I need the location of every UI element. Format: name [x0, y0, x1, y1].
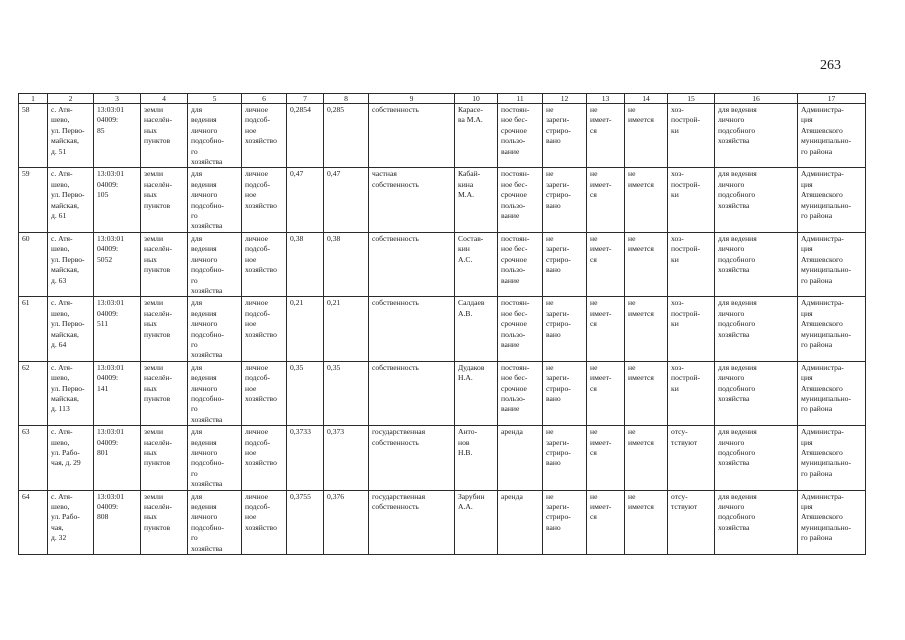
- encumbrance-cell: не имеет- ся: [587, 426, 625, 490]
- use-type-cell: личное подсоб- ное хозяйство: [242, 361, 287, 425]
- row-number: 58: [19, 104, 48, 168]
- buildings-cell: отсу- тствуют: [668, 426, 715, 490]
- use-type-cell: личное подсоб- ное хозяйство: [242, 297, 287, 361]
- col-header: 14: [625, 94, 668, 104]
- table-row: [19, 426, 866, 490]
- area-cell: 0,21: [287, 297, 324, 361]
- ownership-cell: собственность: [369, 361, 455, 425]
- land-category-cell: земли населён- ных пунктов: [141, 361, 188, 425]
- area-cell: 0,35: [287, 361, 324, 425]
- buildings-cell: хоз- построй- ки: [668, 232, 715, 296]
- col-header: 9: [369, 94, 455, 104]
- purpose-cell: для ведения личного подсобного хозяйства: [715, 104, 798, 168]
- restriction-cell: не имеется: [625, 297, 668, 361]
- row-number: 61: [19, 297, 48, 361]
- address-cell: с. Атя- шево, ул. Перво- майская, д. 61: [48, 168, 94, 232]
- encumbrance-cell: не имеет- ся: [587, 168, 625, 232]
- area-rounded-cell: 0,21: [324, 297, 369, 361]
- use-type-cell: личное подсоб- ное хозяйство: [242, 168, 287, 232]
- purpose-cell: для ведения личного подсобного хозяйства: [715, 297, 798, 361]
- encumbrance-cell: не имеет- ся: [587, 104, 625, 168]
- col-header: 5: [188, 94, 242, 104]
- ownership-cell: собственность: [369, 104, 455, 168]
- col-header: 11: [498, 94, 543, 104]
- holder-cell: Дудаков Н.А.: [455, 361, 498, 425]
- cadastral-number-cell: 13:03:01 04009: 801: [94, 426, 141, 490]
- encumbrance-cell: не имеет- ся: [587, 297, 625, 361]
- cadastral-number-cell: 13:03:01 04009: 105: [94, 168, 141, 232]
- area-cell: 0,3733: [287, 426, 324, 490]
- restriction-cell: не имеется: [625, 361, 668, 425]
- address-cell: с. Атя- шево, ул. Перво- майская, д. 113: [48, 361, 94, 425]
- area-cell: 0,38: [287, 232, 324, 296]
- area-cell: 0,2854: [287, 104, 324, 168]
- area-rounded-cell: 0,38: [324, 232, 369, 296]
- row-number: 64: [19, 490, 48, 554]
- cadastral-number-cell: 13:03:01 04009: 808: [94, 490, 141, 554]
- land-category-cell: земли населён- ных пунктов: [141, 490, 188, 554]
- right-type-cell: постоян- ное бес- срочное пользо- вание: [498, 168, 543, 232]
- purpose-cell: для ведения личного подсобного хозяйства: [715, 426, 798, 490]
- use-type-cell: личное подсоб- ное хозяйство: [242, 490, 287, 554]
- right-type-cell: постоян- ное бес- срочное пользо- вание: [498, 104, 543, 168]
- land-category-cell: земли населён- ных пунктов: [141, 168, 188, 232]
- header-row: [19, 94, 866, 104]
- col-header: 2: [48, 94, 94, 104]
- table-row: [19, 490, 866, 554]
- buildings-cell: отсу- тствуют: [668, 490, 715, 554]
- address-cell: с. Атя- шево, ул. Перво- майская, д. 64: [48, 297, 94, 361]
- ownership-cell: собственность: [369, 232, 455, 296]
- col-header: 1: [19, 94, 48, 104]
- area-rounded-cell: 0,373: [324, 426, 369, 490]
- ownership-cell: государственная собственность: [369, 490, 455, 554]
- holder-cell: Состав- кин А.С.: [455, 232, 498, 296]
- restriction-cell: не имеется: [625, 426, 668, 490]
- col-header: 8: [324, 94, 369, 104]
- table-row: [19, 361, 866, 425]
- land-category-cell: земли населён- ных пунктов: [141, 232, 188, 296]
- col-header: 10: [455, 94, 498, 104]
- cadastral-number-cell: 13:03:01 04009: 5052: [94, 232, 141, 296]
- land-registry-table: [18, 93, 866, 555]
- cadastral-number-cell: 13:03:01 04009: 511: [94, 297, 141, 361]
- registration-cell: не зареги- стриро- вано: [543, 426, 587, 490]
- registration-cell: не зареги- стриро- вано: [543, 297, 587, 361]
- address-cell: с. Атя- шево, ул. Перво- майская, д. 51: [48, 104, 94, 168]
- purpose-cell: для ведения личного подсобного хозяйства: [715, 361, 798, 425]
- address-cell: с. Атя- шево, ул. Рабо- чая, д. 29: [48, 426, 94, 490]
- holder-cell: Кабай- кина М.А.: [455, 168, 498, 232]
- administrator-cell: Администра- ция Атяшевского муниципально- го района: [798, 168, 866, 232]
- col-header: 7: [287, 94, 324, 104]
- administrator-cell: Администра- ция Атяшевского муниципально- го района: [798, 426, 866, 490]
- holder-cell: Зарубин А.А.: [455, 490, 498, 554]
- registration-cell: не зареги- стриро- вано: [543, 168, 587, 232]
- administrator-cell: Администра- ция Атяшевского муниципально- го района: [798, 490, 866, 554]
- restriction-cell: не имеется: [625, 104, 668, 168]
- col-header: 15: [668, 94, 715, 104]
- page-number: 263: [820, 58, 841, 73]
- area-cell: 0,47: [287, 168, 324, 232]
- land-category-cell: земли населён- ных пунктов: [141, 426, 188, 490]
- ownership-cell: частная собственность: [369, 168, 455, 232]
- use-type-cell: личное подсоб- ное хозяйство: [242, 232, 287, 296]
- encumbrance-cell: не имеет- ся: [587, 361, 625, 425]
- right-type-cell: постоян- ное бес- срочное пользо- вание: [498, 232, 543, 296]
- use-type-cell: личное подсоб- ное хозяйство: [242, 104, 287, 168]
- col-header: 6: [242, 94, 287, 104]
- permitted-use-cell: для ведения личного подсобно- го хозяйства: [188, 168, 242, 232]
- registration-cell: не зареги- стриро- вано: [543, 361, 587, 425]
- address-cell: с. Атя- шево, ул. Рабо- чая, д. 32: [48, 490, 94, 554]
- ownership-cell: государственная собственность: [369, 426, 455, 490]
- row-number: 59: [19, 168, 48, 232]
- land-category-cell: земли населён- ных пунктов: [141, 104, 188, 168]
- area-rounded-cell: 0,285: [324, 104, 369, 168]
- encumbrance-cell: не имеет- ся: [587, 232, 625, 296]
- col-header: 17: [798, 94, 866, 104]
- right-type-cell: постоян- ное бес- срочное пользо- вание: [498, 297, 543, 361]
- address-cell: с. Атя- шево, ул. Перво- майская, д. 63: [48, 232, 94, 296]
- row-number: 63: [19, 426, 48, 490]
- row-number: 60: [19, 232, 48, 296]
- buildings-cell: хоз- построй- ки: [668, 361, 715, 425]
- use-type-cell: личное подсоб- ное хозяйство: [242, 426, 287, 490]
- restriction-cell: не имеется: [625, 232, 668, 296]
- col-header: 13: [587, 94, 625, 104]
- area-rounded-cell: 0,35: [324, 361, 369, 425]
- purpose-cell: для ведения личного подсобного хозяйства: [715, 490, 798, 554]
- registration-cell: не зареги- стриро- вано: [543, 232, 587, 296]
- col-header: 12: [543, 94, 587, 104]
- right-type-cell: аренда: [498, 490, 543, 554]
- table-row: [19, 232, 866, 296]
- restriction-cell: не имеется: [625, 168, 668, 232]
- col-header: 16: [715, 94, 798, 104]
- registration-cell: не зареги- стриро- вано: [543, 490, 587, 554]
- administrator-cell: Администра- ция Атяшевского муниципально- го района: [798, 297, 866, 361]
- administrator-cell: Администра- ция Атяшевского муниципально- го района: [798, 361, 866, 425]
- buildings-cell: хоз- построй- ки: [668, 104, 715, 168]
- table-row: [19, 297, 866, 361]
- registration-cell: не зареги- стриро- вано: [543, 104, 587, 168]
- col-header: 3: [94, 94, 141, 104]
- area-cell: 0,3755: [287, 490, 324, 554]
- table-row: [19, 104, 866, 168]
- holder-cell: Карасе- ва М.А.: [455, 104, 498, 168]
- row-number: 62: [19, 361, 48, 425]
- permitted-use-cell: для ведения личного подсобно- го хозяйства: [188, 361, 242, 425]
- permitted-use-cell: для ведения личного подсобно- го хозяйства: [188, 232, 242, 296]
- holder-cell: Анто- нов Н.В.: [455, 426, 498, 490]
- permitted-use-cell: для ведения личного подсобно- го хозяйства: [188, 426, 242, 490]
- buildings-cell: хоз- построй- ки: [668, 168, 715, 232]
- permitted-use-cell: для ведения личного подсобно- го хозяйства: [188, 490, 242, 554]
- area-rounded-cell: 0,376: [324, 490, 369, 554]
- cadastral-number-cell: 13:03:01 04009: 85: [94, 104, 141, 168]
- cadastral-number-cell: 13:03:01 04009: 141: [94, 361, 141, 425]
- encumbrance-cell: не имеет- ся: [587, 490, 625, 554]
- holder-cell: Салдаев А.В.: [455, 297, 498, 361]
- right-type-cell: аренда: [498, 426, 543, 490]
- administrator-cell: Администра- ция Атяшевского муниципально- го района: [798, 104, 866, 168]
- col-header: 4: [141, 94, 188, 104]
- permitted-use-cell: для ведения личного подсобно- го хозяйства: [188, 104, 242, 168]
- buildings-cell: хоз- построй- ки: [668, 297, 715, 361]
- area-rounded-cell: 0,47: [324, 168, 369, 232]
- ownership-cell: собственность: [369, 297, 455, 361]
- administrator-cell: Администра- ция Атяшевского муниципально- го района: [798, 232, 866, 296]
- purpose-cell: для ведения личного подсобного хозяйства: [715, 232, 798, 296]
- land-category-cell: земли населён- ных пунктов: [141, 297, 188, 361]
- permitted-use-cell: для ведения личного подсобно- го хозяйства: [188, 297, 242, 361]
- table-row: [19, 168, 866, 232]
- right-type-cell: постоян- ное бес- срочное пользо- вание: [498, 361, 543, 425]
- purpose-cell: для ведения личного подсобного хозяйства: [715, 168, 798, 232]
- restriction-cell: не имеется: [625, 490, 668, 554]
